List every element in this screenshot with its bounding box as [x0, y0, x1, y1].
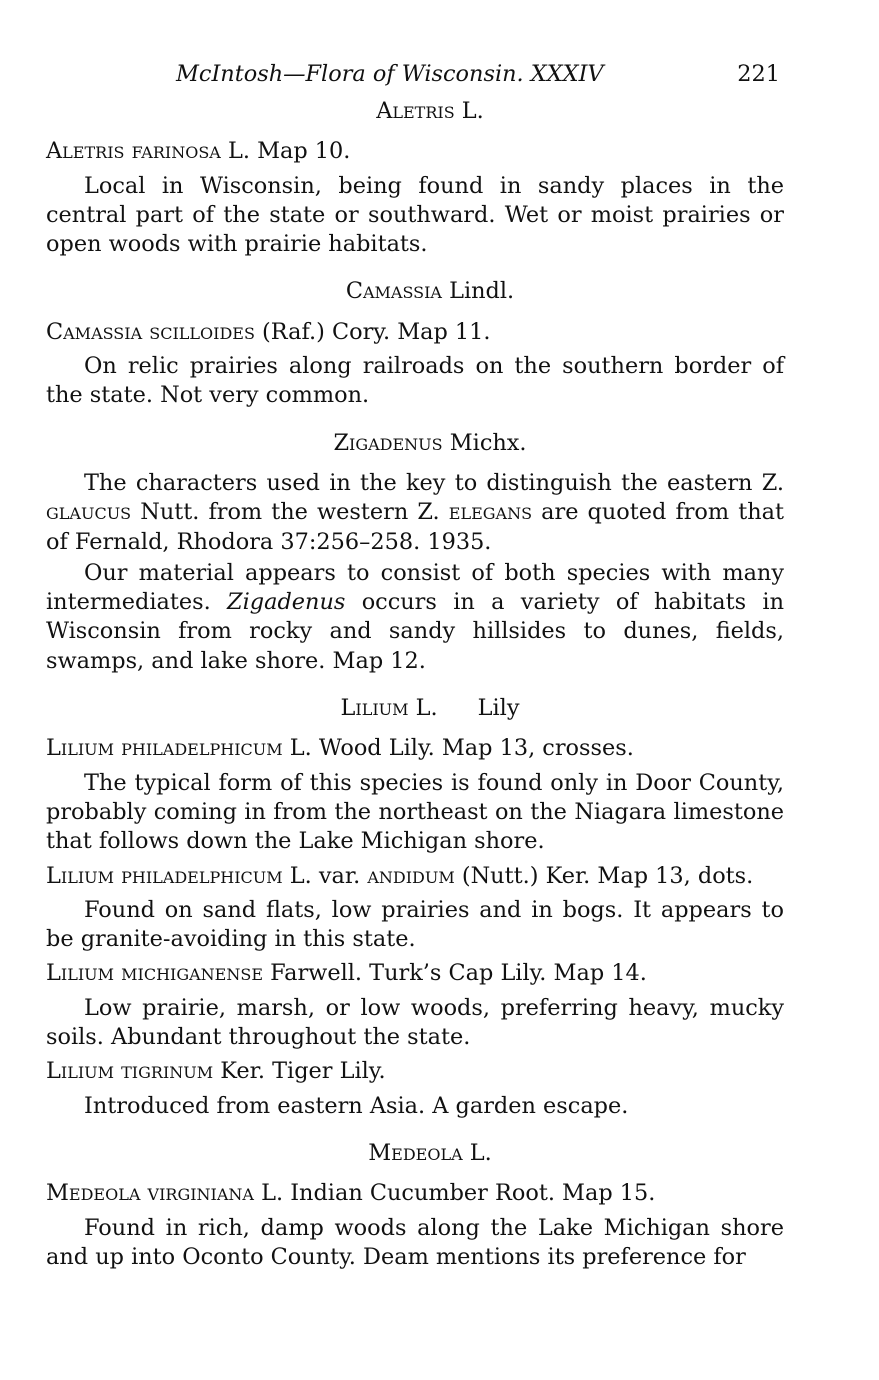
genus-heading-camassia: Camassia Lindl.	[345, 278, 515, 305]
aletris-description: Local in Wisconsin, being found in sandy places in the central part of the state or southward. Wet or moist prairies or open woods with prairie habitats.	[46, 172, 784, 258]
lilium-andidum-description: Found on sand flats, low prairies and in bogs. It appears to be granite-avoiding in this state.	[46, 896, 784, 953]
genus-heading-medeola: Medeola L.	[368, 1139, 492, 1166]
page-number: 221	[737, 61, 780, 87]
genus-heading-lilium: Lilium L. Lily	[340, 695, 520, 722]
document-page	[46, 58, 784, 1272]
camassia-description: On relic prairies along railroads on the southern border of the state. Not very common.	[46, 353, 784, 409]
species-camassia-scilloides: Camassia scilloides (Raf.) Cory. Map 11.	[46, 318, 491, 345]
lilium-michiganense-description: Low prairie, marsh, or low woods, preferring heavy, mucky soils. Abundant throughout the state.	[46, 994, 784, 1051]
genus-heading-aletris: Aletris L.	[376, 98, 484, 124]
genus-heading-zigadenus: Zigadenus Michx.	[333, 429, 527, 456]
species-lilium-tigrinum: Lilium tigrinum Ker. Tiger Lily.	[46, 1058, 386, 1085]
lilium-philadelphicum-description: The typical form of this species is found only in Door County, probably coming in from the northeast on the Niagara limestone that follows down the Lake Michigan shore.	[46, 769, 784, 855]
medeola-description: Found in rich, damp woods along the Lake Michigan shore and up into Oconto County. Deam mentions its preference for	[46, 1214, 784, 1270]
zigadenus-key-note: The characters used in the key to distinguish the eastern Z. glaucus Nutt. from the western Z. elegans are quoted from that of Fernald, Rhodora 37:256–258. 1935.	[46, 469, 785, 555]
species-lilium-philadelphicum-andidum: Lilium philadelphicum L. var. andidum (Nutt.) Ker. Map 13, dots.	[46, 862, 754, 889]
species-medeola-virginiana: Medeola virginiana L. Indian Cucumber Root. Map 15.	[46, 1180, 656, 1207]
running-header	[46, 58, 784, 92]
species-aletris-farinosa: Aletris farinosa L. Map 10.	[46, 138, 351, 165]
lilium-tigrinum-description: Introduced from eastern Asia. A garden escape.	[84, 1092, 629, 1119]
zigadenus-habitat: Our material appears to consist of both species with many intermediates. Zigadenus occurs in a variety of habitats in Wisconsin from rocky and sandy hillsides to dunes, fields, swamps, and lake shore. Map 12.	[46, 559, 784, 674]
running-title: McIntosh—Flora of Wisconsin. XXXIV	[176, 61, 604, 87]
species-lilium-michiganense: Lilium michiganense Farwell. Turk’s Cap Lily. Map 14.	[46, 960, 647, 987]
species-lilium-philadelphicum: Lilium philadelphicum L. Wood Lily. Map 13, crosses.	[46, 735, 634, 762]
